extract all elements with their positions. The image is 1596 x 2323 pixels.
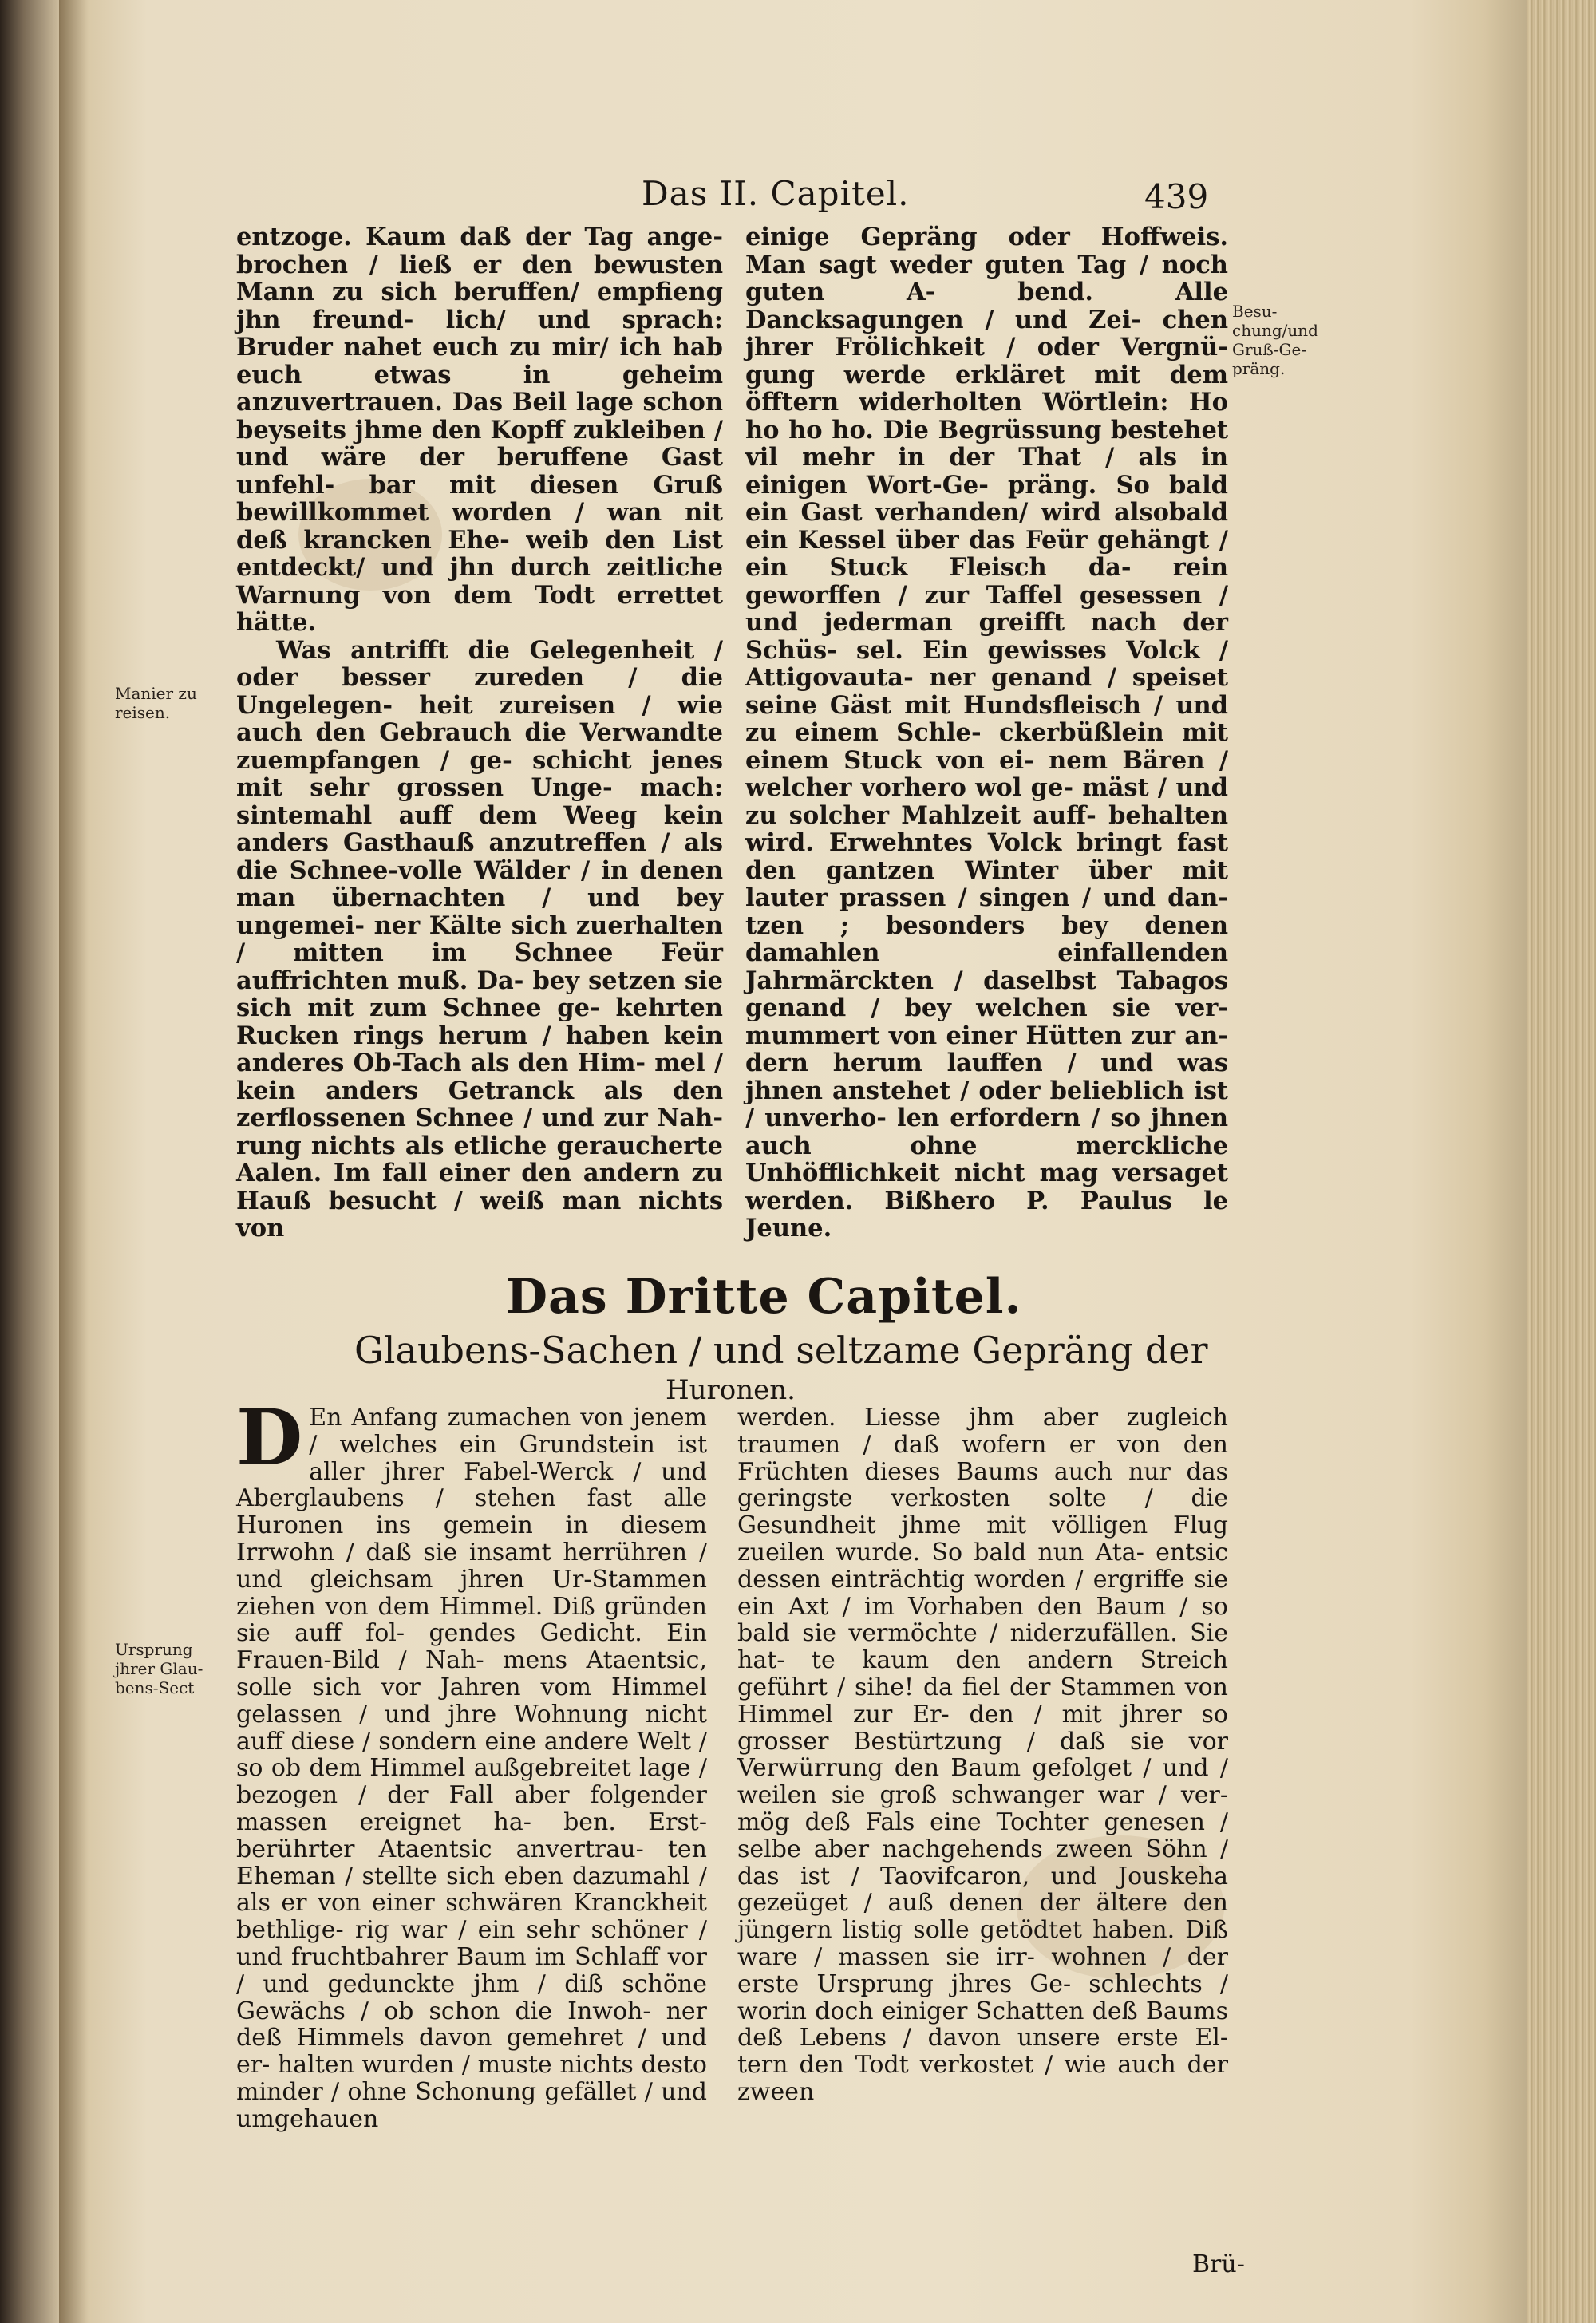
- margin-note-greeting: Besu- chung/und Gruß-Ge- präng.: [1232, 302, 1318, 378]
- paragraph: werden. Liesse jhm aber zugleich traumen / daß wofern er von den Früchten dieses Baums auch nur das geringste verkosten solte / die Gesundheit jhme mit völligen Flug zueilen wurde. So bald nun Ata- entsic dessen einträchtig worden / ergriffe sie ein Axt / im Vorhaben den Baum / so bald sie vermöchte / niderzufällen. Sie hat- te kaum den andern Streich geführt / sihe! da fiel der Stammen von Himmel zur Er- den / mit jhrer so grosser Bestürtzung / daß sie vor Verwürrung den Baum gefolget / und / weilen sie groß schwanger war / ver- mög deß Fals eine Tochter genesen / selbe aber nachgehends zween Söhn / das ist / Taovifcaron, und Jouskeha gezeüget / auß denen der ältere den jüngern listig solle getödtet haben. Diß ware / massen sie irr- wohnen / der erste Ursprung jhres Ge- schlechts / worin doch einiger Schatten deß Baums deß Lebens / davon unsere erste El- tern den Todt verkostet / wie auch der zween: [737, 1404, 1228, 2106]
- paragraph: einige Gepräng oder Hoffweis. Man sagt weder guten Tag / noch guten A- bend. Alle Dancksagungen / und Zei- chen jhrer Frölichkeit / oder Vergnü- gung werde erkläret mit dem öfftern widerholten Wörtlein: Ho ho ho ho. Die Begrüssung bestehet vil mehr in der That / als in einigen Wort-Ge- präng. So bald ein Gast verhanden/ wird alsobald ein Kessel über das Feür gehängt / ein Stuck Fleisch da- rein geworffen / zur Taffel gesessen / und jederman greifft nach der Schüs- sel. Ein gewisses Volck / Attigovauta- ner genand / speiset seine Gäst mit Hundsfleisch / und zu einem Schle- ckerbüßlein mit einem Stuck von ei- nem Bären / welcher vorhero wol ge- mäst / und zu solcher Mahlzeit auff- behalten wird. Erwehntes Volck bringt fast den gantzen Winter über mit lauter prassen / singen / und dan- tzen ; besonders bey denen damahlen einfallenden Jahrmärckten / daselbst Tabagos genand / bey welchen sie ver- mummert von einer Hütten zur an- dern herum lauffen / und was jhnen anstehet / oder belieblich ist / unverho- len erfordern / so jhnen auch ohne merckliche Unhöfflichkeit nicht mag versaget werden. Bißhero P. Paulus le Jeune.: [745, 223, 1228, 1242]
- paragraph: entzoge. Kaum daß der Tag ange- brochen / ließ er den bewusten Mann zu sich beruffen/ empfieng jhn freund- lich/ und sprach: Bruder nahet euch zu mir/ ich hab euch etwas in geheim anzuvertrauen. Das Beil lage schon beyseits jhme den Kopff zukleiben / und wäre der beruffene Gast unfehl- bar mit diesen Gruß bewillkommet worden / wan nit deß krancken Ehe- weib den List entdeckt/ und jhn durch zeitliche Warnung von dem Todt errettet hätte.: [236, 223, 723, 637]
- book-page: [59, 0, 1527, 2323]
- left-page-edge: [0, 0, 59, 2323]
- margin-note-origin: Ursprung jhrer Glau- bens-Sect: [115, 1640, 203, 1697]
- paragraph: En Anfang zumachen von jenem / welches ein Grundstein ist aller jhrer Fabel-Werck / und Aberglaubens / stehen fast alle Huronen ins gemein in diesem Irrwohn / daß sie insamt herrühren / und gleichsam jhren Ur-Stammen ziehen von dem Himmel. Diß gründen sie auff fol- gendes Gedicht. Ein Frauen-Bild / Nah- mens Ataentsic, solle sich vor Jahren vom Himmel gelassen / und jhre Wohnung nicht auff diese / sondern eine andere Welt / so ob dem Himmel außgebreitet lage / bezogen / der Fall aber folgender massen ereignet ha- ben. Erst-berührter Ataentsic anvertrau- ten Eheman / stellte sich eben dazumahl / als er von einer schwären Kranckheit bethlige- rig war / ein sehr schöner / und fruchtbahrer Baum im Schlaff vor / und gedunckte jhm / diß schöne Gewächs / ob schon die Inwoh- ner deß Himmels davon gemehret / und er- halten wurden / muste nichts desto minder / ohne Schonung gefället / und umgehauen: [236, 1404, 707, 2133]
- text-column-lower-left: [236, 1393, 707, 2133]
- paragraph: Was antrifft die Gelegenheit / oder besser zureden / die Ungelegen- heit zureisen / wie auch den Gebrauch die Verwandte zuempfangen / ge- schicht jenes mit sehr grossen Unge- mach: sintemahl auff dem Weeg kein anders Gasthauß anzutreffen / als die Schnee-volle Wälder / in denen man übernachten / und bey ungemei- ner Kälte sich zuerhalten / mitten im Schnee Feür auffrichten muß. Da- bey setzen sie sich mit zum Schnee ge- kehrten Rucken rings herum / haben kein anderes Ob-Tach als den Him- mel / kein anders Getranck als den zerflossenen Schnee / und zur Nah- rung nichts als etliche geraucherte Aalen. Im fall einer den andern zu Hauß besucht / weiß man nichts von: [236, 635, 723, 1242]
- text-column-upper-right: [745, 223, 1228, 1242]
- drop-cap: D: [236, 1393, 303, 1483]
- page-number: 439: [1144, 177, 1209, 216]
- chapter-subtitle: Glaubens-Sachen / und seltzame Gepräng der: [354, 1329, 1208, 1372]
- chapter-title: Das Dritte Capitel.: [506, 1269, 1022, 1325]
- running-head: Das II. Capitel.: [642, 174, 910, 213]
- chapter-subtitle-line2: Huronen.: [666, 1374, 796, 1406]
- text-column-upper-left: [236, 223, 723, 1242]
- page-fore-edge: [1527, 0, 1596, 2323]
- catchword: Brü-: [1192, 2250, 1245, 2278]
- text-column-lower-right: [737, 1404, 1228, 2106]
- margin-note-travel: Manier zu reisen.: [115, 684, 197, 722]
